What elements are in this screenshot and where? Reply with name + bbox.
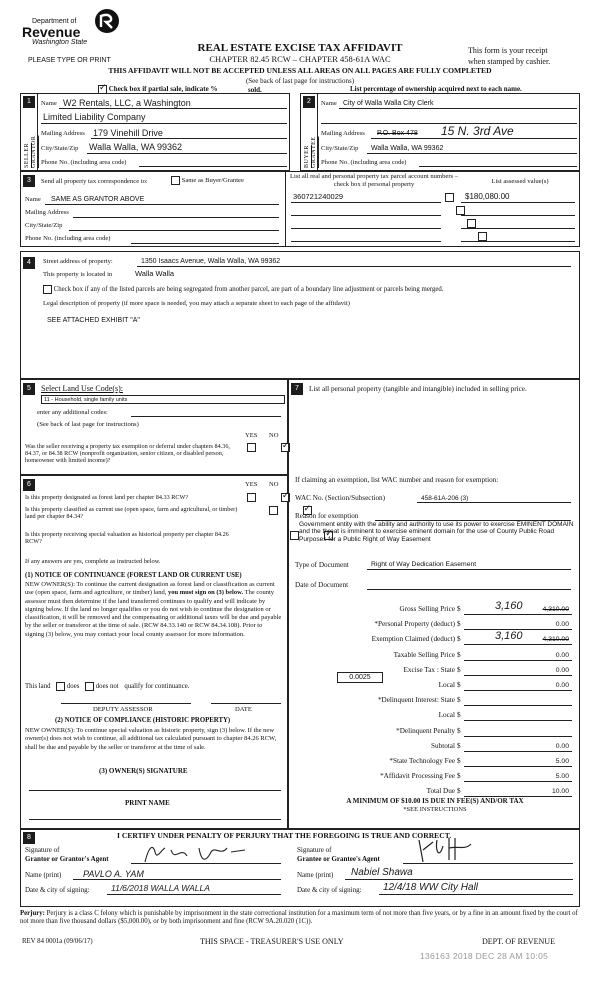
tax-row — [289, 600, 579, 617]
deputy-assessor-label: DEPUTY ASSESSOR — [93, 706, 153, 713]
does-label: does — [66, 683, 80, 691]
doc-type-value: Right of Way Dedication Easement — [371, 561, 477, 568]
logo-line1: Department of — [32, 18, 77, 25]
buyer-name-value: City of Walla Walla City Clerk — [343, 100, 434, 107]
reason-value: Government entity with the ability and authority to use its power to exercise EMINENT DOMAIN and the threat is imminent to exercise eminent domain for the use of County Public Road Purposes for a Public Right of Way Easement — [299, 521, 574, 543]
continuance-text-c: The county assessor must then determine if the land transferred continues to qualify and will indicate by signing below. If the land no longer qualifies or you do not wish to continue the designation or classification, it will be removed and the compensating or additional taxes will be due and payable by the seller or transferor at the time of sale. (RCW 84.33.140 or RCW 84.34.108). Prior to signing (3) below, you may contact your local county assessor for more information. — [25, 589, 282, 638]
tax-row — [289, 666, 579, 678]
tax-row-value: 0.00 — [555, 651, 569, 659]
seller-name-label: Name — [41, 100, 57, 107]
buyer-city-value: Walla Walla, WA 99362 — [371, 145, 444, 152]
does-not-label: does not — [95, 683, 119, 691]
tax-row-dollar: $ — [457, 696, 461, 705]
continuance-text-b: you must sign on (3) below. — [167, 589, 244, 597]
wac-value: 458-61A-206 (3) — [421, 495, 469, 502]
does-not-checkbox[interactable] — [85, 682, 94, 691]
receipt-note-1: This form is your receipt — [468, 46, 548, 55]
dor-logo — [22, 8, 122, 50]
tax-row-value: 0.00 — [555, 621, 569, 629]
grantor-signature — [141, 842, 251, 866]
compliance-title: (2) NOTICE OF COMPLIANCE (HISTORIC PROPERTY) — [55, 717, 231, 724]
seller-mail-label: Mailing Address — [41, 130, 85, 137]
tax-row-value: 5.00 — [555, 758, 569, 765]
land-use-code-select[interactable]: 11 - Household, single family units — [41, 395, 285, 404]
tax-row — [289, 651, 579, 663]
buyer-vertical-label: BUYER GRANTEE — [304, 136, 317, 168]
section-5-badge: 5 — [23, 383, 35, 395]
tax-row-dollar: $ — [457, 787, 461, 796]
continuance-text-a: NEW OWNER(S): To continue the current designation as forest land or classification as current use (open space, farm and agriculture, or timber) land, — [25, 581, 275, 597]
tax-row-dollar: $ — [457, 620, 461, 629]
revision-number: REV 84 0001a (09/06/17) — [22, 938, 93, 945]
logo-mark-icon — [94, 8, 120, 34]
current-use-question: Is this property classified as current use (open space, farm and agricultural, or timber) land per chapter 84.34? — [25, 506, 238, 521]
segregated-checkbox[interactable] — [43, 285, 52, 294]
tax-row-dollar: $ — [457, 605, 461, 613]
certification-section — [20, 829, 580, 907]
tax-row-label: Subtotal — [431, 741, 455, 750]
grantee-sig-label-1: Signature of — [297, 846, 332, 854]
forest-yes-checkbox[interactable] — [247, 493, 256, 502]
grantor-date-value: 11/6/2018 WALLA WALLA — [111, 883, 210, 893]
tax-row-label: Local — [438, 681, 455, 689]
same-as-buyer-row — [171, 176, 244, 185]
located-value: Walla Walla — [135, 269, 175, 278]
land-use-section — [20, 379, 288, 475]
see-instructions-note: *SEE INSTRUCTIONS — [403, 806, 467, 813]
form-chapter: CHAPTER 82.45 RCW – CHAPTER 458-61A WAC — [209, 54, 391, 64]
tax-row-value: 4,310.00 — [542, 636, 569, 644]
local-rate-value: 0.0025 — [337, 672, 383, 683]
type-print-note: PLEASE TYPE OR PRINT — [28, 57, 111, 64]
assessed-header: List assessed value(s) — [491, 178, 549, 185]
tax-row-handwritten: 3,160 — [495, 600, 523, 612]
treasurer-use-note: THIS SPACE - TREASURER'S USE ONLY — [200, 937, 344, 946]
tc-phone-label: Phone No. (including area code) — [25, 235, 111, 242]
buyer-mail-label: Mailing Address — [321, 130, 365, 137]
grantee-date-value: 12/4/18 WW City Hall — [383, 882, 479, 893]
segregated-label: Check box if any of the listed parcels are being segregated from another parcel, are part of a boundary line adjustment or parcels being merged. — [53, 286, 444, 294]
tc-name-label: Name — [25, 196, 41, 203]
tax-row-dollar: $ — [457, 711, 461, 720]
grantor-sig-label-2: Grantor or Grantor's Agent — [25, 855, 109, 863]
legal-desc-value: SEE ATTACHED EXHIBIT "A" — [47, 317, 140, 324]
section-3-badge: 3 — [23, 175, 35, 187]
perjury-label: Perjury: — [20, 910, 45, 917]
list-personal-property: List all personal property (tangible and intangible) included in selling price. — [309, 385, 527, 393]
doc-type-label: Type of Document — [295, 561, 349, 569]
property-section — [20, 251, 580, 379]
wac-label: WAC No. (Section/Subsection) — [295, 494, 386, 502]
continuance-title: (1) NOTICE OF CONTINUANCE (FOREST LAND OR CURRENT USE) — [25, 572, 242, 579]
parcel-list-header: List all real and personal property tax parcel account numbers – check box if personal property — [289, 173, 459, 188]
tax-row — [289, 757, 579, 769]
perjury-text: Perjury is a class C felony which is punishable by imprisonment in the state correctional institution for a maximum term of not more than five years, or by a fine in an amount fixed by the court of not more than five thousand dollars ($5,000.00), or by both imprisonment and fine (RCW 9A.20.020 (1C)). — [20, 910, 578, 926]
grantor-date-label: Date & city of signing: — [25, 886, 90, 894]
tax-row-value: 4,310.00 — [542, 606, 569, 613]
tax-row-value: 0.00 — [555, 742, 569, 750]
personal-property-checkbox-3[interactable] — [467, 219, 476, 228]
section-8-badge: 8 — [23, 832, 35, 844]
s6-yes-header: YES — [245, 481, 258, 488]
tax-row — [289, 620, 579, 632]
section-4-badge: 4 — [23, 257, 35, 269]
does-checkbox[interactable] — [56, 682, 65, 691]
recording-stamp: 136163 2018 DEC 28 AM 10:05 — [420, 951, 549, 961]
section-2-badge: 2 — [303, 96, 315, 108]
seller-vertical-label: SELLER GRANTOR — [24, 135, 37, 168]
street-value: 1350 Isaacs Avenue, Walla Walla, WA 99362 — [141, 258, 281, 265]
buyer-city-label: City/State/Zip — [321, 145, 359, 152]
street-label: Street address of property: — [43, 258, 113, 265]
tax-row-dollar: $ — [457, 681, 461, 689]
logo-line3: Washington State — [32, 39, 88, 46]
this-land-label: This land — [25, 683, 51, 691]
tax-row-label: Excise Tax : State — [403, 665, 455, 674]
grantee-date-label: Date & city of signing: — [297, 886, 362, 894]
partial-sale-sold: sold. — [248, 86, 262, 94]
tax-row-dollar: $ — [457, 650, 461, 659]
buyer-grantee-section — [300, 93, 580, 171]
buyer-name-label: Name — [321, 100, 337, 107]
receipt-note-2: when stamped by cashier. — [468, 57, 551, 66]
forest-land-question: Is this property designated as forest land per chapter 84.33 RCW? — [25, 494, 189, 501]
tax-row-value: 0.00 — [555, 666, 569, 674]
tax-row-value: 10.00 — [551, 788, 569, 796]
perjury-notice — [20, 910, 580, 927]
s5-yes-checkbox[interactable] — [247, 443, 256, 452]
continuance-text — [25, 581, 283, 639]
s6-no-header: NO — [269, 481, 279, 488]
located-label: This property is located in — [43, 271, 113, 278]
logo-line2: Revenue — [22, 24, 81, 40]
additional-codes-label: enter any additional codes: — [37, 409, 108, 416]
exemption-deferral-question: Was the seller receiving a property tax exemption or deferral under chapters 84.36, 84.37, or 84.38 RCW (nonprofit organization, senior citizen, or disabled person, homeowner with limited income)? — [25, 443, 230, 465]
seller-grantor-section — [20, 93, 290, 171]
tc-mail-label: Mailing Address — [25, 209, 69, 216]
compliance-text: NEW OWNER(S): To continue special valuation as historic property, sign (3) below. If the new owner(s) does not wish to continue, all additional tax calculated pursuant to chapter 84.26 RCW, shall be due and payable by the seller or transferor at the time of sale. — [25, 727, 277, 751]
personal-property-section — [288, 379, 580, 829]
tax-row — [289, 742, 579, 754]
see-back-note: (See back of last page for instructions) — [245, 77, 355, 85]
tax-row-handwritten: 3,160 — [495, 630, 523, 643]
tax-row — [289, 772, 579, 784]
tax-row-label: *Delinquent Penalty — [396, 726, 455, 735]
section-1-badge: 1 — [23, 96, 35, 108]
seller-name-1: W2 Rentals, LLC, a Washington — [63, 98, 191, 108]
send-correspondence-label: Send all property tax correspondence to: — [41, 178, 148, 185]
tax-row-dollar: $ — [457, 772, 461, 781]
qualify-row — [25, 682, 189, 691]
grantee-name-value: Nabiel Shawa — [351, 867, 413, 878]
tax-row — [289, 696, 579, 708]
certify-statement: I CERTIFY UNDER PENALTY OF PERJURY THAT THE FOREGOING IS TRUE AND CORRECT. — [117, 831, 452, 840]
personal-property-checkbox-1[interactable] — [445, 193, 454, 202]
print-name-label: PRINT NAME — [125, 799, 170, 807]
tax-row-label: Gross Selling Price — [399, 605, 455, 613]
dept-revenue-note: DEPT. OF REVENUE — [482, 937, 555, 946]
buyer-phone-label: Phone No. (including area code) — [321, 159, 407, 166]
pct-ownership-note: List percentage of ownership acquired next to each name. — [350, 85, 522, 93]
deputy-date-label: DATE — [235, 706, 252, 713]
tax-row — [289, 711, 579, 723]
seller-city-label: City/State/Zip — [41, 145, 79, 152]
seller-name-2: Limited Liability Company — [43, 112, 146, 122]
tax-row-value: 0.00 — [555, 682, 569, 689]
grantee-signature — [415, 836, 485, 864]
owner-signature-label: (3) OWNER(S) SIGNATURE — [99, 767, 188, 775]
legal-desc-label: Legal description of property (if more space is needed, you may attach a separate sheet to each page of the affidavit) — [43, 300, 350, 307]
tc-city-label: City/State/Zip — [25, 222, 63, 229]
buyer-mail-new: 15 N. 3rd Ave — [441, 124, 514, 138]
forest-current-use-section — [20, 475, 288, 829]
tax-row-value: 5.00 — [555, 773, 569, 781]
personal-property-checkbox-2[interactable] — [456, 206, 465, 215]
doc-date-label: Date of Document — [295, 581, 349, 589]
tax-row-label: Local — [438, 711, 455, 720]
reason-label: Reason for exemption — [295, 512, 359, 520]
seller-phone-label: Phone No. (including area code) — [41, 159, 127, 166]
tax-row-label: Exemption Claimed (deduct) — [371, 635, 455, 644]
section-7-badge: 7 — [291, 383, 303, 395]
tax-row-label: *Personal Property (deduct) — [374, 620, 455, 629]
partial-sale-label: Check box if partial sale, indicate % — [108, 85, 218, 94]
same-as-buyer-checkbox[interactable] — [171, 176, 180, 185]
s5-yes-header: YES — [245, 432, 258, 439]
tax-row — [289, 630, 579, 647]
personal-property-checkbox-4[interactable] — [478, 232, 487, 241]
grantee-name-label: Name (print) — [297, 871, 334, 879]
grantor-name-label: Name (print) — [25, 871, 62, 879]
section-6-badge: 6 — [23, 479, 35, 491]
form-title: REAL ESTATE EXCISE TAX AFFIDAVIT — [197, 42, 403, 54]
grantee-sig-label-2: Grantee or Grantee's Agent — [297, 855, 380, 863]
tax-row — [289, 681, 579, 693]
land-use-label: Select Land Use Code(s): — [41, 384, 123, 393]
tc-name-value: SAME AS GRANTOR ABOVE — [51, 196, 145, 203]
claim-exemption-label: If claiming an exemption, list WAC number and reason for exemption: — [295, 476, 499, 484]
s5-no-header: NO — [269, 432, 279, 439]
tax-row-label: *Delinquent Interest: State — [377, 696, 455, 705]
tax-row-dollar: $ — [457, 665, 461, 674]
qualify-label: qualify for continuance. — [124, 683, 190, 691]
seller-city-value: Walla Walla, WA 99362 — [89, 142, 183, 152]
tax-row — [289, 727, 579, 739]
tax-row-label: Taxable Selling Price — [393, 650, 455, 659]
tax-correspondence-section — [20, 171, 580, 247]
current-use-yes-checkbox[interactable] — [269, 506, 278, 515]
grantor-sig-label-1: Signature of — [25, 846, 60, 854]
segregated-row — [43, 285, 573, 294]
minimum-due-note: A MINIMUM OF $10.00 IS DUE IN FEE(S) AND/OR TAX — [346, 797, 524, 805]
buyer-mail-struck: P.O. Box 478 — [377, 130, 418, 137]
tax-row-label: *State Technology Fee — [389, 757, 455, 765]
tax-row-dollar: $ — [457, 741, 461, 750]
historic-question: Is this property receiving special valuation as historical property per chapter 84.26 RCW? — [25, 531, 229, 546]
parcel-number: 360721240029 — [293, 192, 344, 201]
same-as-buyer-label: Same as Buyer/Grantee — [181, 177, 244, 185]
tax-row-dollar: $ — [457, 726, 461, 735]
completion-warning: THIS AFFIDAVIT WILL NOT BE ACCEPTED UNLESS ALL AREAS ON ALL PAGES ARE FULLY COMPLETED — [108, 66, 492, 75]
tax-row-dollar: $ — [457, 635, 461, 644]
grantor-name-value: PAVLO A. YAM — [83, 869, 144, 879]
if-any-yes: If any answers are yes, complete as instructed below. — [25, 558, 161, 565]
tax-row-label: Total Due — [426, 787, 455, 796]
land-use-see-back: (See back of last page for instructions) — [37, 421, 139, 428]
seller-mail-value: 179 Vinehill Drive — [93, 128, 163, 138]
tax-row-label: *Affidavit Processing Fee — [380, 772, 455, 781]
assessed-value: $180,080.00 — [465, 192, 510, 201]
tax-row-dollar: $ — [457, 757, 461, 765]
